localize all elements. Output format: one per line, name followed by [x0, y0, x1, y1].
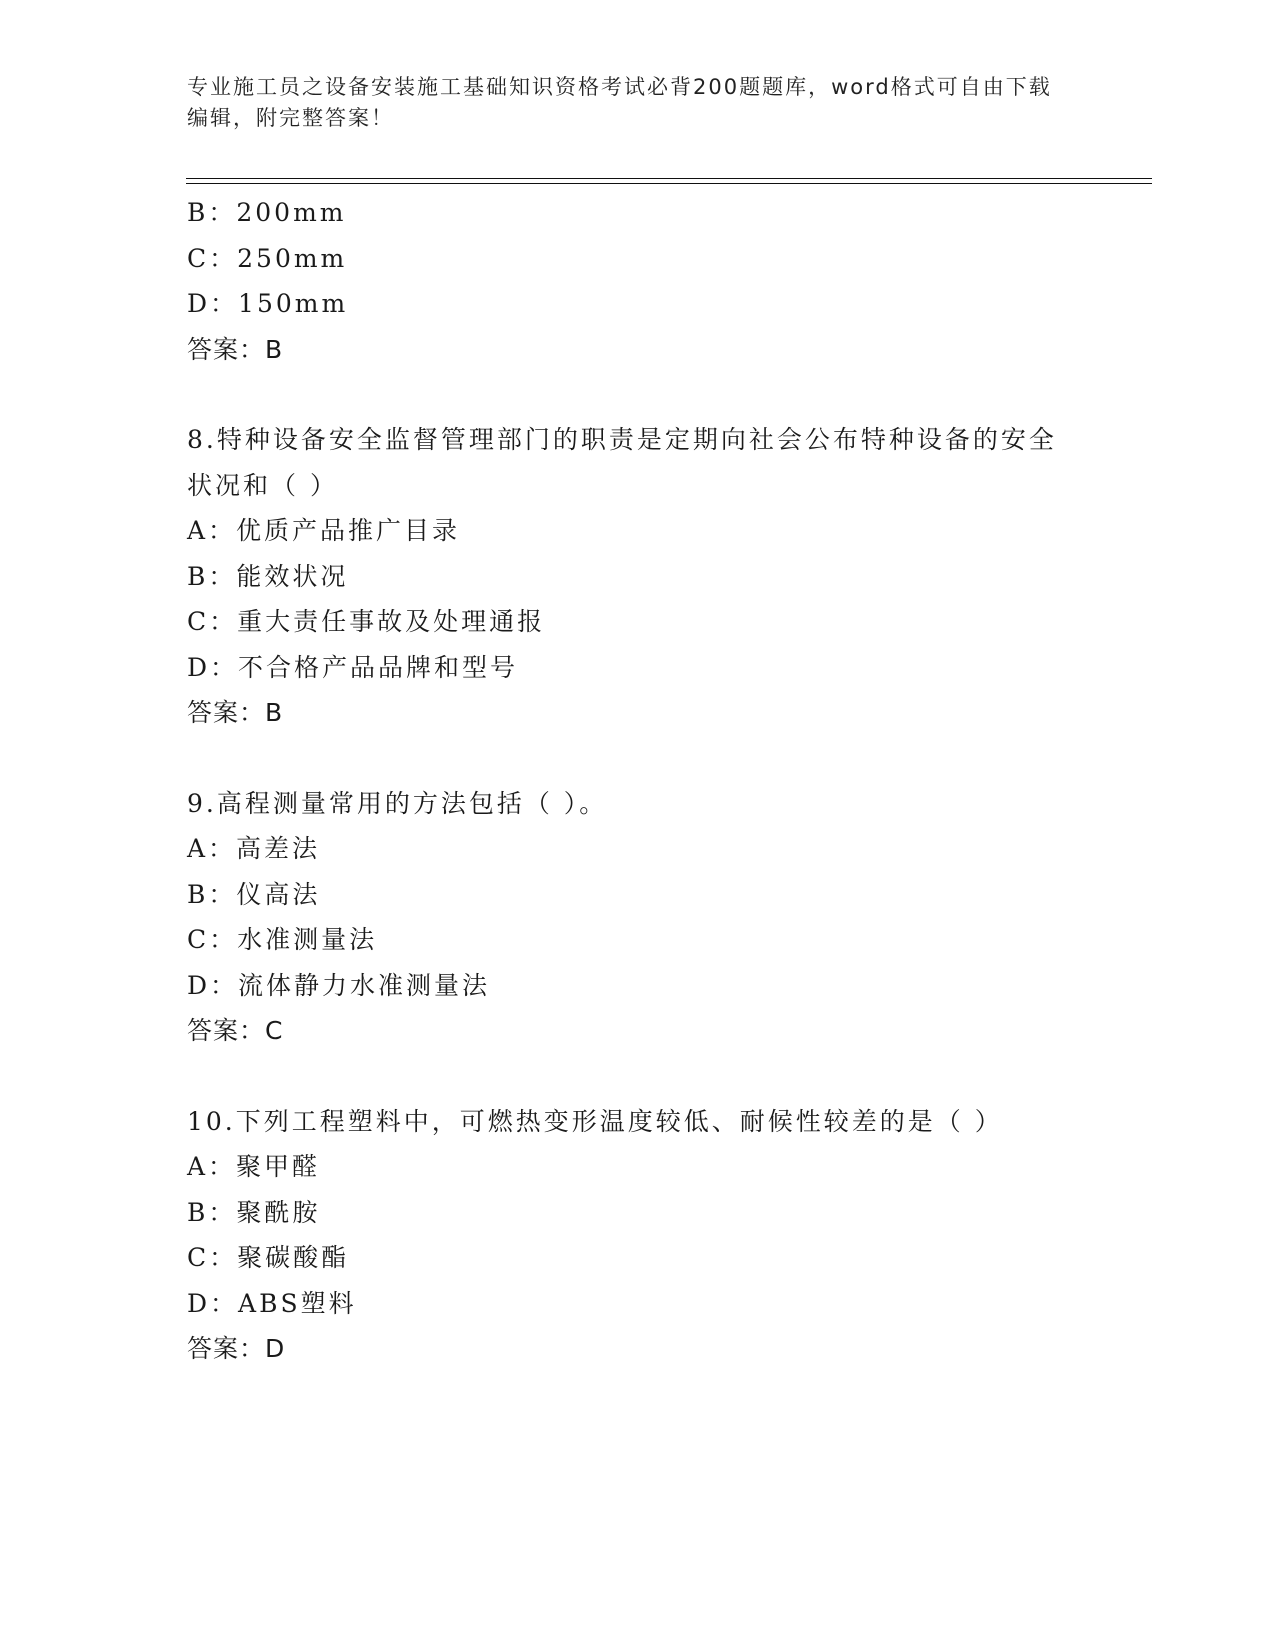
answer: 答案：D — [187, 1334, 286, 1363]
question-partial — [187, 190, 1087, 372]
option-b: B：仪高法 — [187, 879, 321, 909]
question-text: 9.高程测量常用的方法包括（ ）。 — [187, 788, 608, 818]
option-b: B：能效状况 — [187, 561, 349, 591]
spacer — [187, 372, 1087, 417]
spacer — [187, 736, 1087, 781]
option-c: C：重大责任事故及处理通报 — [187, 607, 546, 636]
option-a: A：优质产品推广目录 — [187, 516, 461, 545]
question-8 — [187, 417, 1087, 736]
question-list — [187, 190, 1087, 1372]
spacer — [187, 1054, 1087, 1099]
option-c: C：水准测量法 — [187, 925, 378, 954]
option-a: A：聚甲醛 — [187, 1152, 321, 1181]
option-d: D：150mm — [187, 289, 349, 318]
document-header: 专业施工员之设备安装施工基础知识资格考试必背200题题库，word格式可自由下载编辑，附完整答案！ — [187, 75, 1052, 130]
option-d: D：流体静力水准测量法 — [187, 970, 491, 1000]
header-rule-top — [186, 178, 1152, 179]
option-d: D：ABS塑料 — [187, 1288, 357, 1318]
answer: 答案：B — [187, 698, 284, 727]
question-9 — [187, 781, 1087, 1054]
option-b: B：200mm — [187, 198, 347, 227]
answer: 答案：B — [187, 334, 284, 364]
question-text: 8.特种设备安全监督管理部门的职责是定期向社会公布特种设备的安全状况和（ ） — [187, 425, 1057, 500]
option-a: A：高差法 — [187, 834, 321, 863]
question-text: 10.下列工程塑料中，可燃热变形温度较低、耐候性较差的是（ ） — [187, 1106, 1003, 1136]
option-c: C：聚碳酸酯 — [187, 1243, 350, 1272]
option-b: B：聚酰胺 — [187, 1197, 321, 1227]
option-d: D：不合格产品品牌和型号 — [187, 652, 519, 682]
question-10 — [187, 1099, 1087, 1372]
option-c: C：250mm — [187, 243, 348, 273]
answer: 答案：C — [187, 1016, 284, 1045]
header-rule-bottom — [186, 183, 1152, 184]
